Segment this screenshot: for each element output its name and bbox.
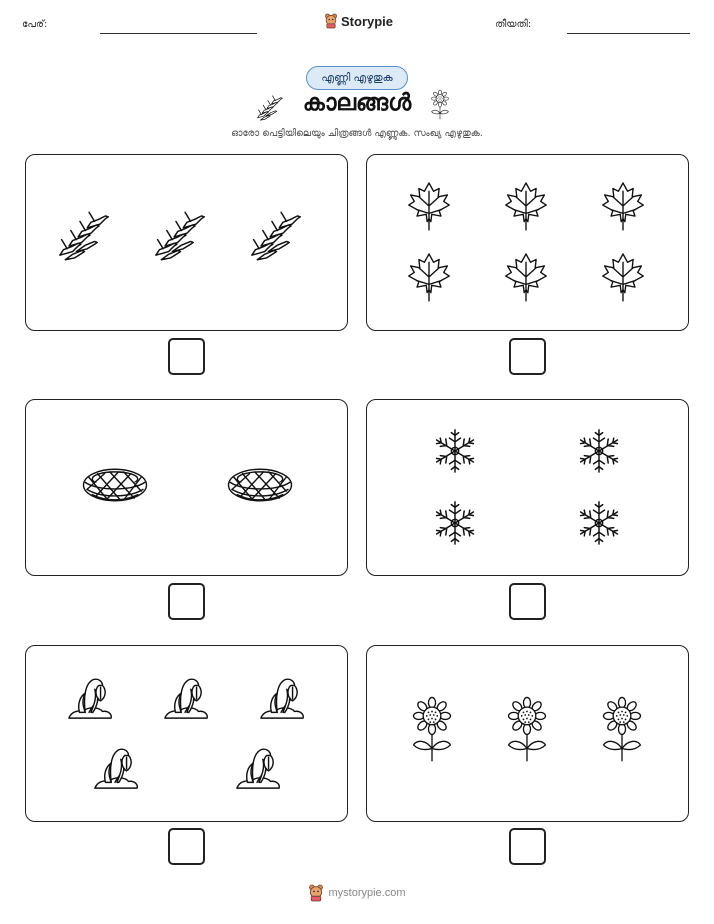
date-line[interactable] [567, 33, 690, 34]
page-title: കാലങ്ങൾ [302, 90, 412, 116]
maple-leaf-icon [503, 251, 549, 303]
snowflake-icon [432, 428, 478, 474]
snowdrop-icon [234, 742, 282, 792]
snowdrop-icon [92, 742, 140, 792]
snowflake-icon [576, 500, 622, 546]
footer [0, 884, 714, 902]
snowdrop-icon [258, 672, 306, 722]
date-label: തീയതി: [495, 19, 532, 30]
name-line[interactable] [100, 33, 257, 34]
answer-box-sunflowers[interactable] [509, 828, 546, 865]
maple-leaf-icon [600, 251, 646, 303]
geese-icon [58, 208, 122, 264]
answer-box-leaves[interactable] [509, 338, 546, 375]
name-label: പേര്: [22, 19, 48, 30]
answer-box-snowdrops[interactable] [168, 828, 205, 865]
nest-icon [80, 462, 150, 508]
sunflower-icon [600, 696, 644, 764]
brand-name: Storypie [341, 13, 394, 29]
mascot-icon [324, 13, 338, 29]
sunflower-icon [505, 696, 549, 764]
answer-box-geese[interactable] [168, 338, 205, 375]
maple-leaf-icon [406, 251, 452, 303]
answer-box-snowflakes[interactable] [509, 583, 546, 620]
answer-box-nests[interactable] [168, 583, 205, 620]
activity-badge: എണ്ണി എഴുതുക [306, 66, 408, 90]
snowdrop-icon [162, 672, 210, 722]
mascot-icon [308, 884, 324, 902]
maple-leaf-icon [600, 180, 646, 232]
snowflake-icon [576, 428, 622, 474]
geese-icon [256, 94, 290, 122]
sunflower-icon [410, 696, 454, 764]
geese-icon [154, 208, 218, 264]
maple-leaf-icon [503, 180, 549, 232]
snowflake-icon [432, 500, 478, 546]
instructions: ഓരോ പെട്ടിയിലെയും ചിത്രങ്ങൾ എണ്ണുക. സംഖ്യ എഴുതുക. [231, 128, 483, 139]
panel-nests [25, 399, 348, 576]
footer-url: mystorypie.com [328, 887, 406, 899]
panel-snowflakes [366, 399, 689, 576]
sunflower-icon [430, 90, 450, 120]
nest-icon [225, 462, 295, 508]
brand-logo [324, 13, 393, 29]
snowdrop-icon [66, 672, 114, 722]
geese-icon [250, 208, 314, 264]
maple-leaf-icon [406, 180, 452, 232]
